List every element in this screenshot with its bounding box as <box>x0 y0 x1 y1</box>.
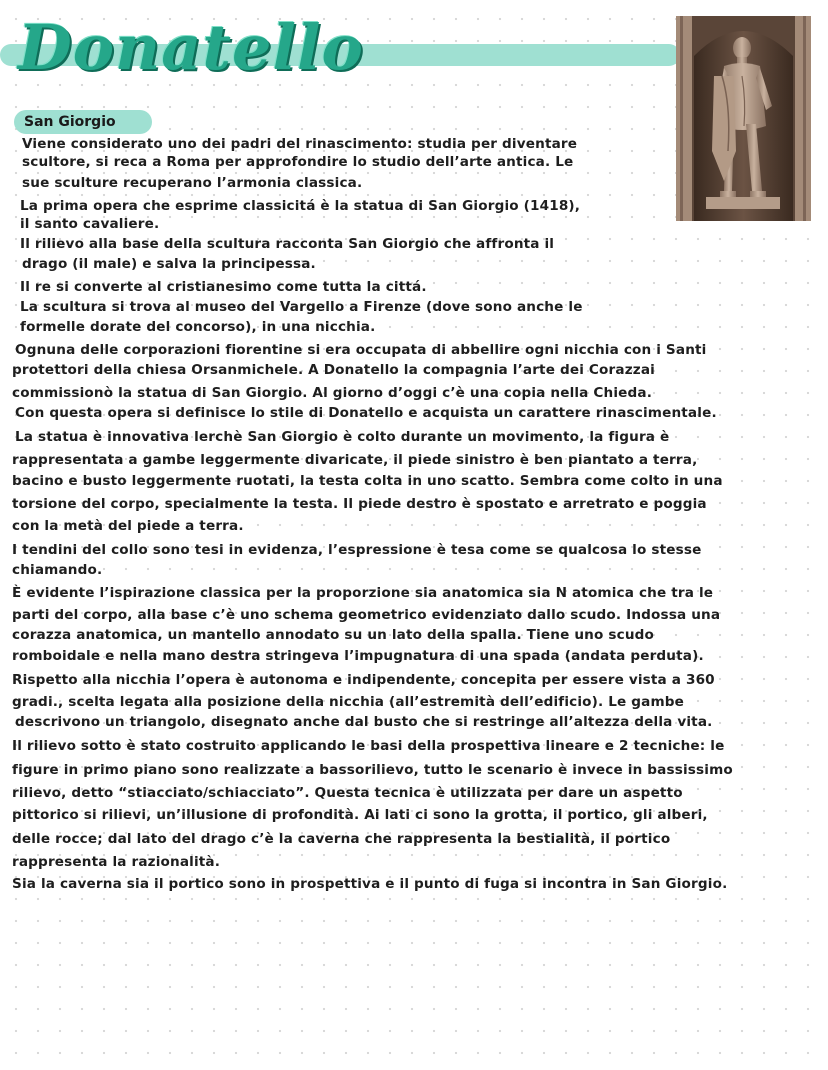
text-line: rappresenta la razionalità. <box>12 854 221 870</box>
page-title: Donatello <box>18 11 364 84</box>
text-line: torsione del corpo, specialmente la testa. Il piede destro è spostato e arretrato e poggia <box>12 496 707 512</box>
text-line: È evidente l’ispirazione classica per la proporzione sia anatomica sia N atomica che tra le <box>12 585 714 601</box>
text-line: figure in primo piano sono realizzate a bassorilievo, tutto le scenario è invece in bassissimo <box>12 762 733 778</box>
text-line: sue sculture recuperano l’armonia classica. <box>22 175 363 191</box>
text-line: La prima opera che esprime classicitá è la statua di San Giorgio (1418), <box>20 198 581 214</box>
text-line: gradi., scelta legata alla posizione della nicchia (all’estremità dell’edificio). Le gambe <box>12 694 685 710</box>
text-line: commissionò la statua di San Giorgio. Al giorno d’oggi c’è una copia nella Chieda. <box>12 385 653 401</box>
text-line: Il re si converte al cristianesimo come tutta la cittá. <box>20 279 427 295</box>
text-line: romboidale e nella mano destra stringeva l’impugnatura di una spada (andata perduta). <box>12 648 704 664</box>
text-line: La statua è innovativa lerchè San Giorgio è colto durante un movimento, la figura è <box>15 429 670 445</box>
text-line: Ognuna delle corporazioni fiorentine si era occupata di abbellire ogni nicchia con i Santi <box>15 342 707 358</box>
statue-image <box>676 16 811 221</box>
text-line: Il rilievo alla base della scultura racconta San Giorgio che affronta il <box>20 236 555 252</box>
text-line: parti del corpo, alla base c’è uno schema geometrico evidenziato dallo scudo. Indossa una <box>12 607 721 623</box>
text-line: Sia la caverna sia il portico sono in prospettiva e il punto di fuga si incontra in San Giorgio. <box>12 876 728 892</box>
text-line: Con questa opera si definisce lo stile di Donatello e acquista un carattere rinascimentale. <box>15 405 717 421</box>
text-line: protettori della chiesa Orsanmichele. A Donatello la compagnia l’arte dei Corazzai <box>12 362 655 378</box>
text-line: descrivono un triangolo, disegnato anche dal busto che si restringe all’altezza della vita. <box>15 714 713 730</box>
text-line: il santo cavaliere. <box>20 216 160 232</box>
text-line: chiamando. <box>12 562 103 578</box>
text-line: Rispetto alla nicchia l’opera è autonoma e indipendente, concepita per essere vista a 360 <box>12 672 715 688</box>
text-line: I tendini del collo sono tesi in evidenza, l’espressione è tesa come se qualcosa lo stesse <box>12 542 702 558</box>
text-line: formelle dorate del concorso), in una nicchia. <box>20 319 376 335</box>
text-line: Il rilievo sotto è stato costruito applicando le basi della prospettiva lineare e 2 tecniche: le <box>12 738 725 754</box>
text-line: pittorico si rilievi, un’illusione di profondità. Ai lati ci sono la grotta, il portico, gli alberi, <box>12 807 708 823</box>
text-line: La scultura si trova al museo del Vargello a Firenze (dove sono anche le <box>20 299 583 315</box>
text-line: con la metà del piede a terra. <box>12 518 244 534</box>
text-line: rappresentata a gambe leggermente divaricate, il piede sinistro è ben piantato a terra, <box>12 452 698 468</box>
text-line: rilievo, detto “stiacciato/schiacciato”. Questa tecnica è utilizzata per dare un aspetto <box>12 785 683 801</box>
text-line: delle rocce; dal lato del drago c’è la caverna che rappresenta la bestialità, il portico <box>12 831 671 847</box>
text-line: corazza anatomica, un mantello annodato su un lato della spalla. Tiene uno scudo <box>12 627 655 643</box>
text-line: bacino e busto leggermente ruotati, la testa colta in uno scatto. Sembra come colto in una <box>12 473 723 489</box>
text-line: Viene considerato uno dei padri del rinascimento: studia per diventare <box>22 136 578 152</box>
text-line: scultore, si reca a Roma per approfondire lo studio dell’arte antica. Le <box>22 154 574 170</box>
section-label: San Giorgio <box>24 114 116 130</box>
text-line: drago (il male) e salva la principessa. <box>22 256 316 272</box>
